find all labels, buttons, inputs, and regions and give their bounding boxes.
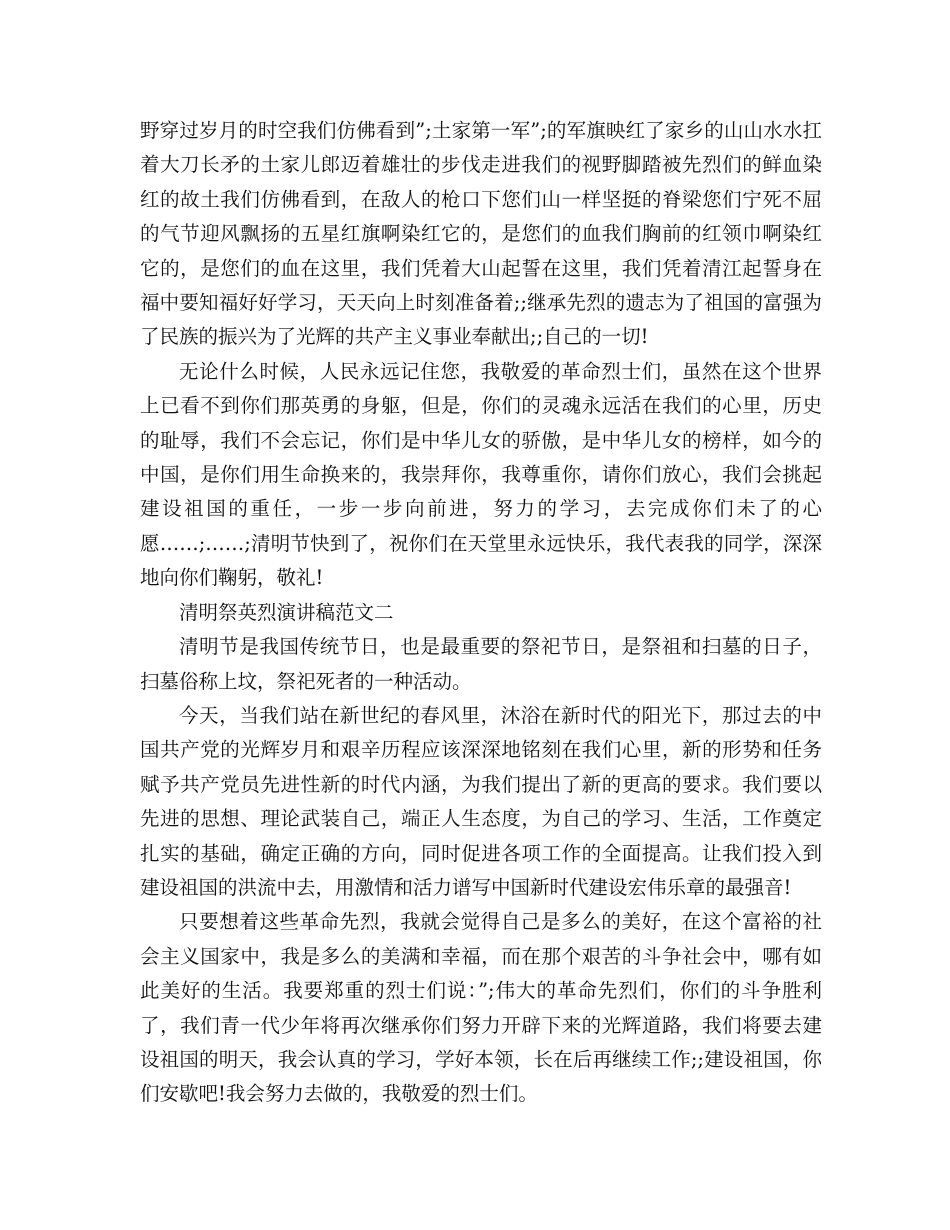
paragraph-continued: 野穿过岁月的时空我们仿佛看到”;土家第一军”;的军旗映红了家乡的山山水水扛着大刀长矛的土家儿郎迈着雄壮的步伐走进我们的视野脚踏被先烈们的鲜血染红的故土我们仿佛看到，在敌人的枪口下您们山一样坚挺的脊梁您们宁死不屈的气节迎风飘扬的五星红旗啊染红它的，是您们的血我们胸前的红领巾啊染红它的，是您们的血在这里，我们凭着大山起誓在这里，我们凭着清江起誓身在福中要知福好好学习，天天向上时刻准备着;;继承先烈的遗志为了祖国的富强为了民族的振兴为了光辉的共产主义事业奉献出;;自己的一切!	[140, 119, 822, 349]
document-body	[140, 114, 822, 1112]
section-heading: 清明祭英烈演讲稿范文二	[179, 600, 394, 624]
paragraph-closing: 只要想着这些革命先烈，我就会觉得自己是多么的美好，在这个富裕的社会主义国家中，我是多么的美满和幸福，而在那个艰苦的斗争社会中，哪有如此美好的生活。我要郑重的烈士们说：”;伟大的革命先烈们，你们的斗争胜利了，我们青一代少年将再次继承你们努力开辟下来的光辉道路，我们将要去建设祖国的明天，我会认真的学习，学好本领，长在后再继续工作;;建设祖国，你们安歇吧!我会努力去做的，我敬爱的烈士们。	[140, 910, 822, 1106]
paragraph-qingming-intro: 清明节是我国传统节日，也是最重要的祭祀节日，是祭祖和扫墓的日子，扫墓俗称上坟，祭祀死者的一种活动。	[140, 635, 822, 693]
paragraph-new-era: 今天，当我们站在新世纪的春风里，沐浴在新时代的阳光下，那过去的中国共产党的光辉岁月和艰辛历程应该深深地铭刻在我们心里，新的形势和任务赋予共产党员先进性新的时代内涵，为我们提出了新的更高的要求。我们要以先进的思想、理论武装自己，端正人生态度，为自己的学习、生活，工作奠定扎实的基础，确定正确的方向，同时促进各项工作的全面提高。让我们投入到建设祖国的洪流中去，用激情和活力谱写中国新时代建设宏伟乐章的最强音!	[140, 703, 822, 899]
paragraph-martyrs-remembrance: 无论什么时候，人民永远记住您，我敬爱的革命烈士们，虽然在这个世界上已看不到你们那英勇的身躯，但是，你们的灵魂永远活在我们的心里，历史的耻辱，我们不会忘记，你们是中华儿女的骄傲，是中华儿女的榜样，如今的中国，是你们用生命换来的，我崇拜你，我尊重你，请你们放心，我们会挑起建设祖国的重任，一步一步向前进，努力的学习，去完成你们未了的心愿……;……;清明节快到了，祝你们在天堂里永远快乐，我代表我的同学，深深地向你们鞠躬，敬礼!	[140, 359, 822, 590]
